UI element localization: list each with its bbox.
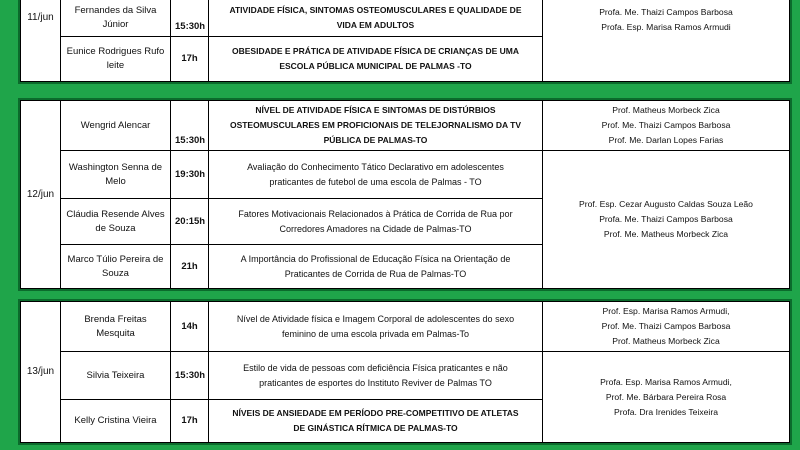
thesis-title-line: NÍVEL DE ATIVIDADE FÍSICA E SINTOMAS DE DISTÚRBIOS [255, 105, 496, 115]
date-cell: 11/jun [21, 0, 61, 82]
board-member: Prof. Me. Matheus Morbeck Zica [603, 229, 729, 239]
thesis-title-line: Avaliação do Conhecimento Tático Declarativo em adolescentes [247, 161, 504, 172]
time-cell: 20:15h [171, 199, 209, 245]
schedule-table [20, 0, 790, 82]
examination-board [543, 151, 790, 289]
schedule-block-12-jun [18, 98, 792, 291]
thesis-title [209, 352, 543, 400]
examination-board [543, 352, 790, 443]
thesis-title-line: ATIVIDADE FÍSICA, SINTOMAS OSTEOMUSCULARES E QUALIDADE DE [229, 4, 522, 15]
examination-board [543, 302, 790, 352]
time-cell: 17h [171, 400, 209, 443]
board-member: Profa. Esp. Marisa Ramos Armudi, [600, 376, 732, 387]
time-cell: 21h [171, 245, 209, 289]
time-cell: 19:30h [171, 151, 209, 199]
time-cell: 15:30h [171, 352, 209, 400]
examination-board [543, 101, 790, 151]
thesis-title-line: Nível de Atividade física e Imagem Corporal de adolescentes do sexo [236, 313, 515, 324]
thesis-title-line: feminino de uma escola privada em Palmas-To [281, 328, 470, 339]
thesis-title [209, 151, 543, 199]
examination-board [543, 0, 790, 82]
thesis-title-line: praticantes de esportes do Instituto Reviver de Palmas TO [259, 377, 492, 388]
thesis-title [209, 400, 543, 443]
thesis-title-line: OBESIDADE E PRÁTICA DE ATIVIDADE FÍSICA DE CRIANÇAS DE UMA [232, 46, 519, 56]
thesis-title-line: Praticantes de Corrida de Rua de Palmas-TO [284, 268, 467, 279]
schedule-block-11-jun [18, 0, 792, 84]
schedule-table [20, 301, 790, 443]
thesis-title-line: Estilo de vida de pessoas com deficiência Física praticantes e não [243, 362, 508, 373]
board-member: Prof. Esp. Marisa Ramos Armudi, [602, 306, 730, 316]
board-member: Profa. Esp. Marisa Ramos Armudi [601, 22, 731, 32]
student-name: Brenda Freitas Mesquita [61, 302, 171, 352]
thesis-title-line: ESCOLA PÚBLICA MUNICIPAL DE PALMAS -TO [279, 61, 472, 71]
thesis-title [209, 37, 543, 82]
thesis-title-line: DE GINÁSTICA RÍTMICA DE PALMAS-TO [293, 423, 458, 433]
thesis-title-line: VIDA EM ADULTOS [336, 19, 415, 30]
thesis-title-line: praticantes de futebol de uma escola de Palmas - TO [269, 176, 482, 187]
thesis-title-line: NÍVEIS DE ANSIEDADE EM PERÍODO PRE-COMPETITIVO DE ATLETAS [232, 408, 519, 418]
student-name: Wengrid Alencar [61, 101, 171, 151]
board-member: Prof. Me. Thaizi Campos Barbosa [601, 321, 731, 331]
student-name: Kelly Cristina Vieira [61, 400, 171, 443]
board-member: Profa. Me. Thaizi Campos Barbosa [599, 7, 733, 17]
board-member: Profa. Dra Irenides Teixeira [614, 406, 718, 417]
date-cell: 12/jun [21, 101, 61, 289]
thesis-title [209, 245, 543, 289]
thesis-title-line: Fatores Motivacionais Relacionados à Prática de Corrida de Rua por [238, 208, 513, 219]
student-name: Eunice Rodrigues Rufo leite [61, 37, 171, 82]
date-cell: 13/jun [21, 302, 61, 443]
student-name: Silvia Teixeira [61, 352, 171, 400]
thesis-title-line: OSTEOMUSCULARES EM PROFICIONAIS DE TELEJORNALISMO DA TV [229, 120, 522, 130]
time-cell: 15:30h [171, 0, 209, 37]
time-cell: 17h [171, 37, 209, 82]
thesis-title-line: Corredores Amadores na Cidade de Palmas-TO [279, 223, 472, 234]
board-member: Prof. Me. Thaizi Campos Barbosa [601, 120, 731, 130]
thesis-title [209, 199, 543, 245]
time-cell: 14h [171, 302, 209, 352]
thesis-title [209, 0, 543, 37]
board-member: Profa. Me. Thaizi Campos Barbosa [599, 214, 733, 224]
board-member: Prof. Matheus Morbeck Zica [612, 105, 720, 115]
schedule-block-13-jun [18, 299, 792, 445]
board-member: Prof. Me. Bárbara Pereira Rosa [605, 391, 727, 402]
time-cell: 15:30h [171, 101, 209, 151]
student-name: Fernandes da Silva Júnior [61, 0, 171, 37]
board-member: Prof. Esp. Cezar Augusto Caldas Souza Leão [579, 199, 753, 209]
thesis-title [209, 302, 543, 352]
thesis-title-line: A Importância do Profissional de Educação Física na Orientação de [240, 253, 511, 264]
schedule-table [20, 100, 790, 289]
student-name: Marco Túlio Pereira de Souza [61, 245, 171, 289]
student-name: Cláudia Resende Alves de Souza [61, 199, 171, 245]
board-member: Prof. Me. Darlan Lopes Farias [608, 135, 724, 145]
thesis-title-line: PÚBLICA DE PALMAS-TO [323, 135, 428, 145]
board-member: Prof. Matheus Morbeck Zica [612, 336, 720, 346]
thesis-title [209, 101, 543, 151]
student-name: Washington Senna de Melo [61, 151, 171, 199]
